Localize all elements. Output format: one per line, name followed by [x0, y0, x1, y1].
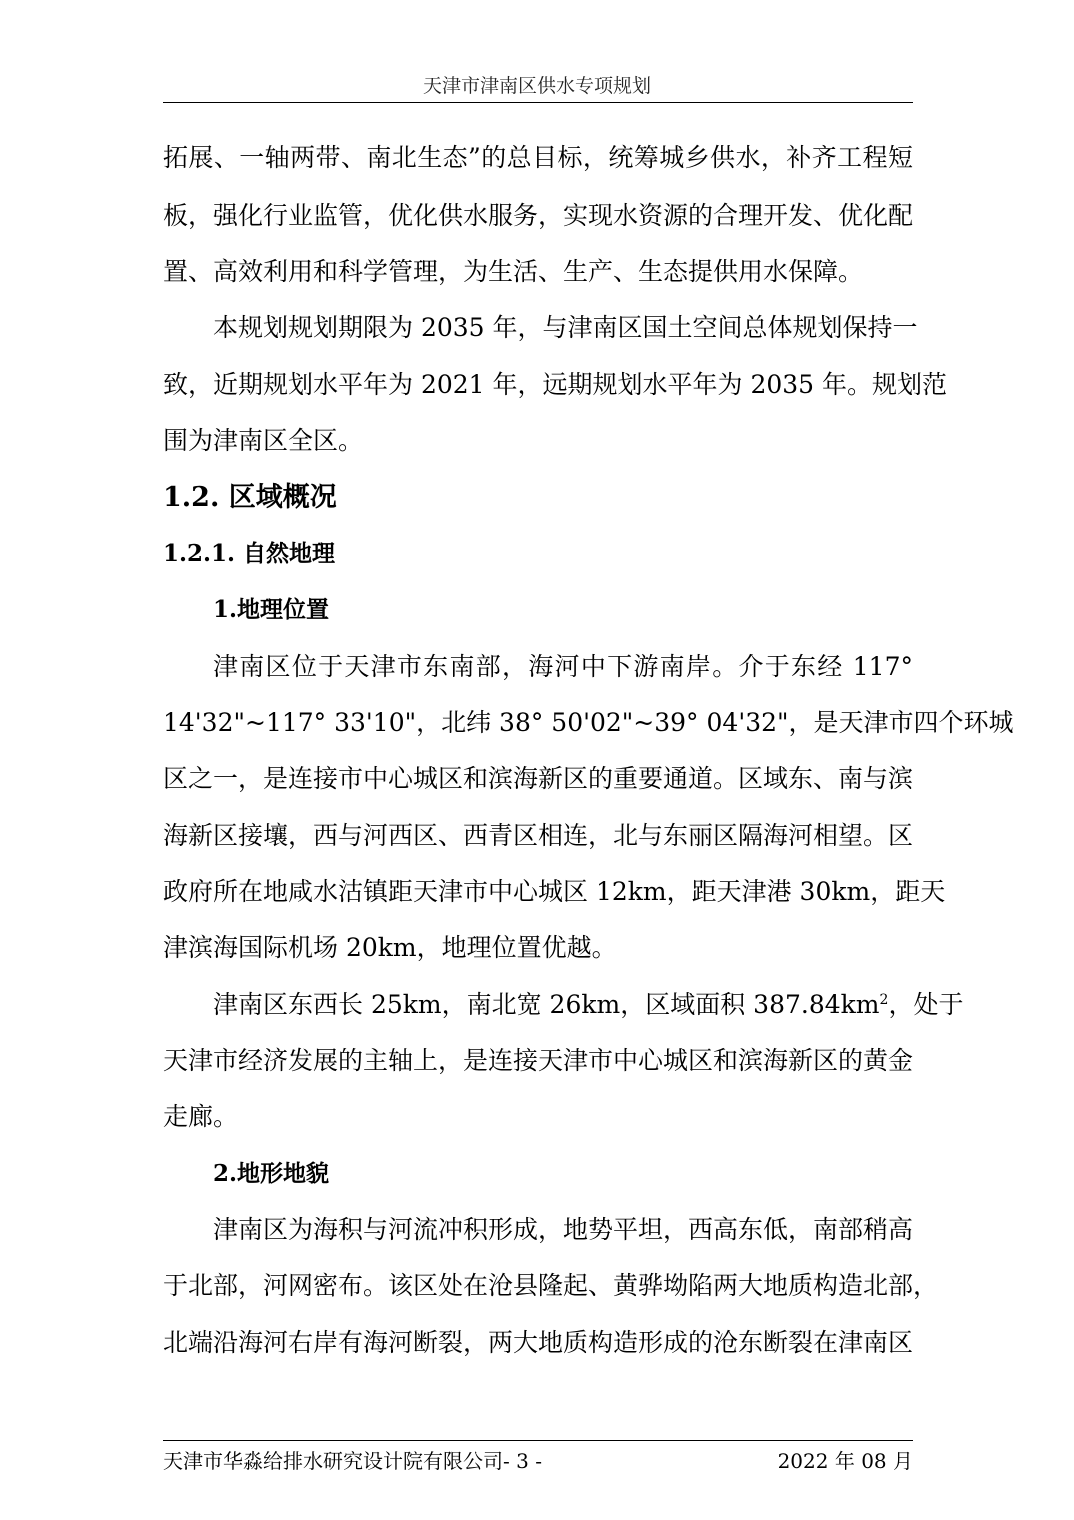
- subsection-heading-terrain: 2.地形地貌: [213, 1160, 330, 1187]
- text-segment: 津南区东西长 25km，南北宽 26km，区域面积 387.84km: [213, 990, 880, 1019]
- header-title: 天津市津南区供水专项规划: [422, 75, 651, 97]
- text-line: 本规划规划期限为 2035 年，与津南区国土空间总体规划保持一: [213, 313, 918, 342]
- section-heading-1-2: 1.2. 区域概况: [163, 482, 337, 513]
- text-line: 津南区位于天津市东南部，海河中下游南岸。介于东经 117°: [213, 652, 913, 681]
- text-line: 板，强化行业监管，优化供水服务，实现水资源的合理开发、优化配: [163, 201, 914, 230]
- superscript: 2: [879, 992, 889, 1008]
- text-line: 致，近期规划水平年为 2021 年，远期规划水平年为 2035 年。规划范: [163, 370, 948, 399]
- text-line: 津滨海国际机场 20km，地理位置优越。: [163, 933, 617, 962]
- text-line: 北端沿海河右岸有海河断裂，两大地质构造形成的沧东断裂在津南区: [163, 1328, 914, 1357]
- text-line: 围为津南区全区。: [163, 426, 364, 455]
- footer-date: 2022 年 08 月: [777, 1449, 913, 1473]
- text-line: [213, 985, 964, 1025]
- header-divider: [163, 102, 913, 103]
- text-segment: ，处于: [888, 990, 964, 1019]
- text-line: 政府所在地咸水沽镇距天津市中心城区 12km，距天津港 30km，距天: [163, 877, 946, 906]
- text-line: 海新区接壤，西与河西区、西青区相连，北与东丽区隔海河相望。区: [163, 821, 914, 850]
- text-line: 津南区为海积与河流冲积形成，地势平坦，西高东低，南部稍高: [213, 1215, 914, 1244]
- text-line: 天津市经济发展的主轴上，是连接天津市中心城区和滨海新区的黄金: [163, 1046, 914, 1075]
- text-line: 拓展、一轴两带、南北生态”的总目标，统筹城乡供水，补齐工程短: [163, 143, 913, 172]
- text-line: 于北部，河网密布。该区处在沧县隆起、黄骅坳陷两大地质构造北部，: [163, 1271, 939, 1300]
- footer-divider: [163, 1440, 913, 1441]
- text-line: 走廊。: [163, 1102, 239, 1131]
- text-line: 置、高效利用和科学管理，为生活、生产、生态提供用水保障。: [163, 257, 864, 286]
- subsection-heading-location: 1.地理位置: [213, 596, 330, 623]
- text-line: 14'32"~117° 33'10"，北纬 38° 50'02"~39° 04'32"，是天津市四个环城: [163, 708, 1014, 737]
- section-heading-1-2-1: 1.2.1. 自然地理: [163, 540, 336, 567]
- footer-company-page: 天津市华淼给排水研究设计院有限公司- 3 -: [163, 1449, 542, 1473]
- text-line: 区之一，是连接市中心城区和滨海新区的重要通道。区域东、南与滨: [163, 764, 914, 793]
